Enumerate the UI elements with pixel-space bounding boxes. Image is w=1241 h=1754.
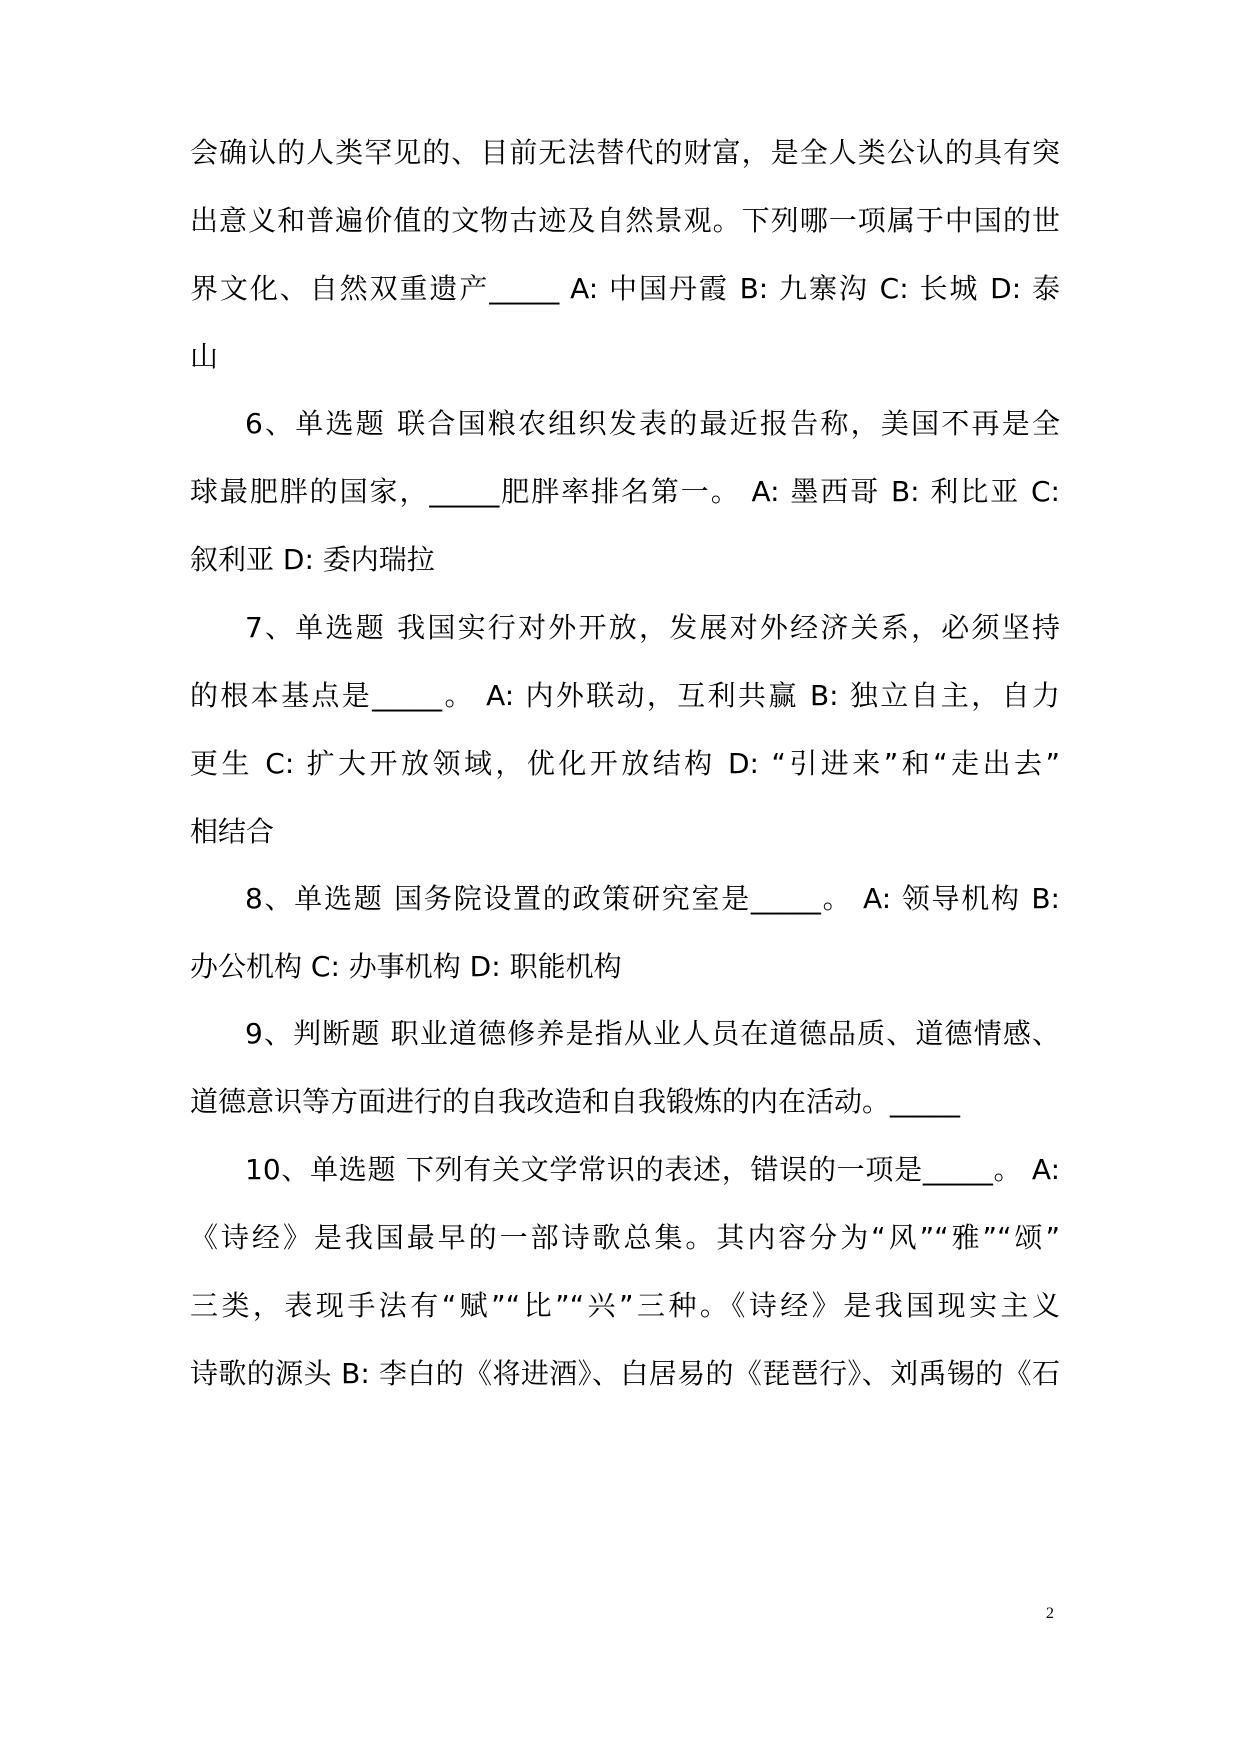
text-line-10: 更生 C: 扩大开放领域，优化开放结构 D: “引进来”和“走出去” xyxy=(190,747,1060,780)
question-8: 8、单选题 国务院设置的政策研究室是_____。 A: 领导机构 B: xyxy=(245,882,1060,915)
text-line-19: 诗歌的源头 B: 李白的《将进酒》、白居易的《琵琶行》、刘禹锡的《石 xyxy=(190,1357,1060,1390)
question-7: 7、单选题 我国实行对外开放，发展对外经济关系，必须坚持 xyxy=(245,611,1060,644)
text-line-9: 的根本基点是_____。 A: 内外联动，互利共赢 B: 独立自主，自力 xyxy=(190,679,1060,712)
text-line-15: 道德意识等方面进行的自我改造和自我锻炼的内在活动。_____ xyxy=(190,1085,961,1118)
text-line-1: 会确认的人类罕见的、目前无法替代的财富，是全人类公认的具有突 xyxy=(190,136,1060,169)
text-line-13: 办公机构 C: 办事机构 D: 职能机构 xyxy=(190,950,622,983)
question-9: 9、判断题 职业道德修养是指从业人员在道德品质、道德情感、 xyxy=(245,1017,1060,1050)
text-line-7: 叙利亚 D: 委内瑞拉 xyxy=(190,543,435,576)
text-line-4: 山 xyxy=(190,340,219,373)
text-line-17: 《诗经》是我国最早的一部诗歌总集。其内容分为“风”“雅”“颂” xyxy=(190,1221,1060,1254)
text-line-2: 出意义和普遍价值的文物古迹及自然景观。下列哪一项属于中国的世 xyxy=(190,204,1060,237)
page-number: 2 xyxy=(1046,1605,1054,1622)
question-10: 10、单选题 下列有关文学常识的表述，错误的一项是_____。 A: xyxy=(245,1153,1060,1186)
question-6: 6、单选题 联合国粮农组织发表的最近报告称，美国不再是全 xyxy=(245,407,1060,440)
text-line-3: 界文化、自然双重遗产_____ A: 中国丹霞 B: 九寨沟 C: 长城 D: 泰 xyxy=(190,272,1060,305)
text-line-6: 球最肥胖的国家，_____肥胖率排名第一。 A: 墨西哥 B: 利比亚 C: xyxy=(190,475,1060,508)
text-line-11: 相结合 xyxy=(190,815,275,848)
text-line-18: 三类，表现手法有“赋”“比”“兴”三种。《诗经》是我国现实主义 xyxy=(190,1289,1060,1322)
